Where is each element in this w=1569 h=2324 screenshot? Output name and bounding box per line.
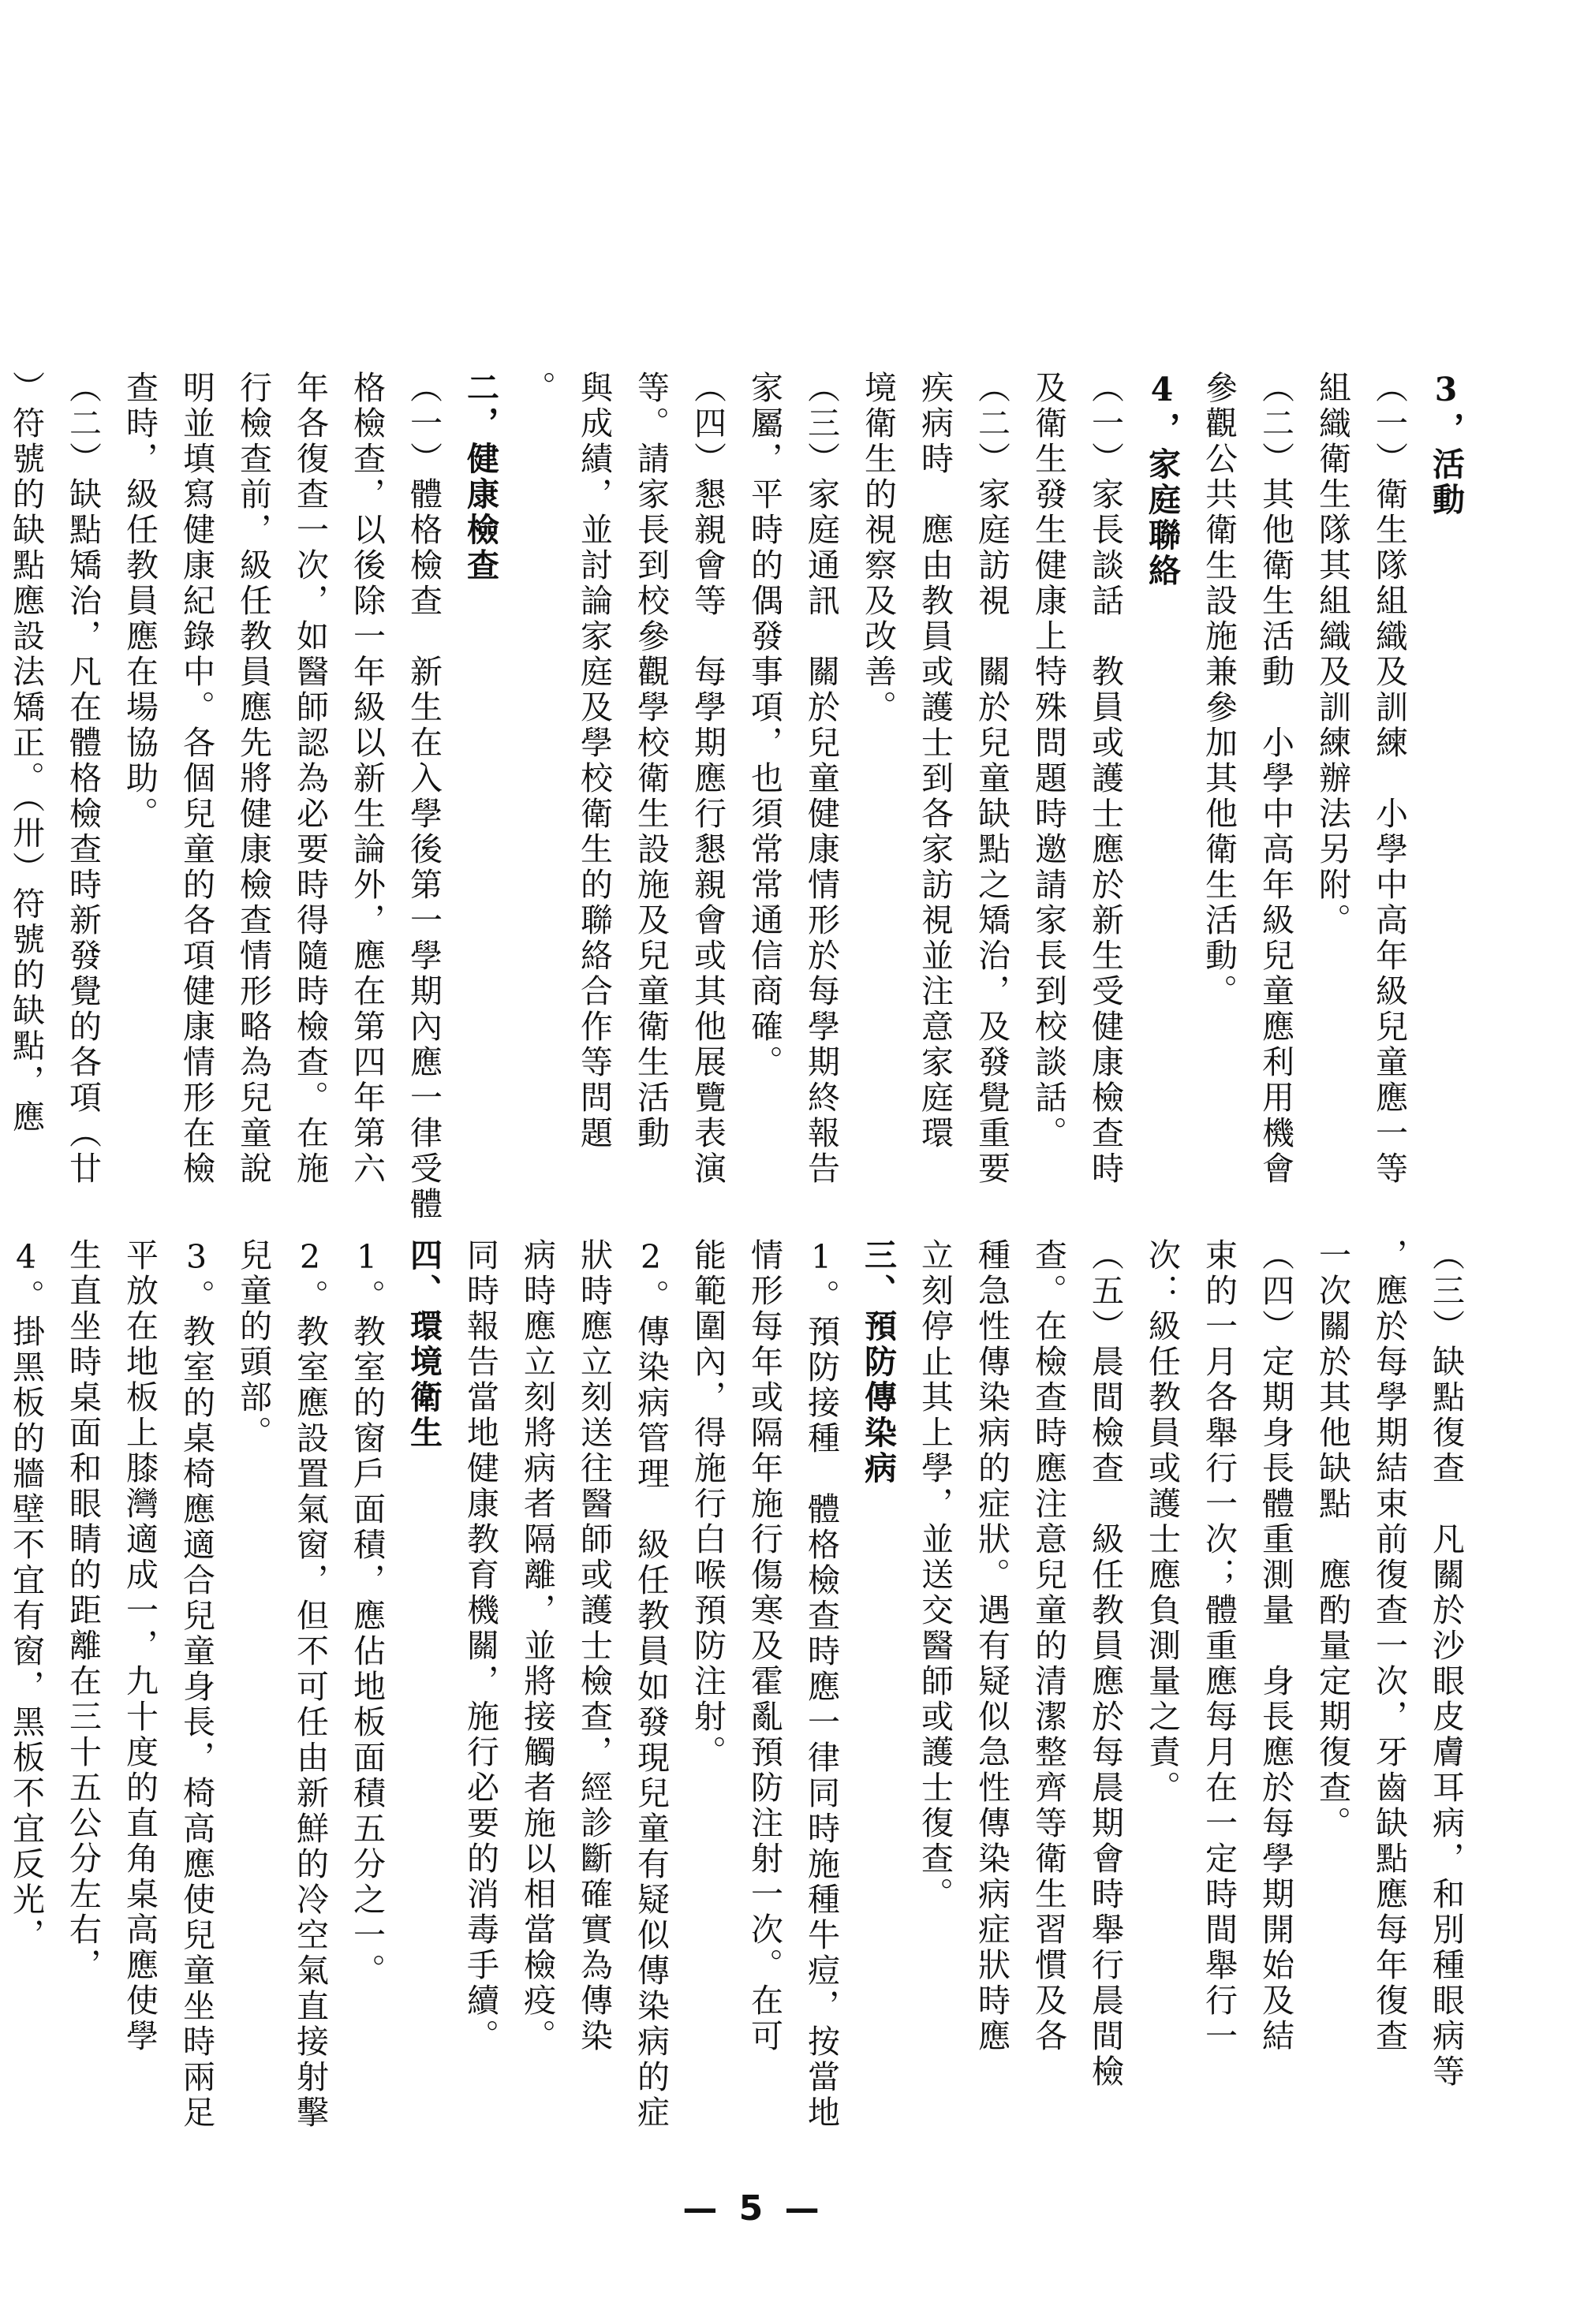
text-column: ）符號的缺點應設法矯正。（卅）符號的缺點，應 [7, 371, 45, 1136]
text-column: （三）家庭通訊 關於兒童健康情形於每學期終報告 [802, 371, 840, 1187]
text-column: 情形每年或隔年施行傷寒及霍亂預防注射一次。在可 [745, 1238, 783, 2054]
text-column: 組織衛生隊其組織及訓練辦法另附。 [1313, 371, 1351, 938]
text-column: 參觀公共衛生設施兼參加其他衛生活動。 [1200, 371, 1238, 1009]
text-column: （四）定期身長體重測量 身長應於每學期開始及結 [1257, 1238, 1294, 2054]
text-column: 束的一月各舉行一次；體重應每月在一定時間舉行一 [1200, 1238, 1238, 2054]
text-column: 病時應立刻將病者隔離，並將接觸者施以相當檢疫。 [518, 1238, 556, 2054]
page-number: — 5 — [682, 2188, 824, 2229]
text-column: 等。請家長到校參觀學校衛生設施及兒童衛生活動 [632, 371, 670, 1151]
text-column: 行檢查前，級任教員應先將健康檢查情形略為兒童說 [234, 371, 272, 1187]
text-column: 平放在地板上膝灣適成一，九十度的直角桌高應使學 [121, 1238, 159, 2054]
text-column: （一）家長談話 教員或護士應於新生受健康檢查時 [1086, 371, 1124, 1187]
text-column: 家屬，平時的偶發事項，也須常常通信商確。 [745, 371, 783, 1080]
text-column: 生直坐時桌面和眼睛的距離在三十五公分左右， [64, 1238, 102, 1983]
text-column: 種急性傳染病的症狀。遇有疑似急性傳染病症狀時應 [973, 1238, 1011, 2054]
text-column: 4。掛黑板的牆壁不宜有窗，黑板不宜反光， [7, 1238, 45, 1953]
text-column: 年各復查一次，如醫師認為必要時得隨時檢查。在施 [291, 371, 329, 1187]
text-column: 1。教室的窗戶面積，應佔地板面積五分之一。 [348, 1238, 386, 1989]
section-heading: 4，家庭聯絡 [1143, 371, 1181, 589]
text-column: （一）體格檢查 新生在入學後第一學期內應一律受體 [405, 371, 443, 1222]
text-column: 次：級任教員或護士應負測量之責。 [1143, 1238, 1181, 1806]
text-column: 3。教室的桌椅應適合兒童身長，椅高應使兒童坐時兩足 [177, 1238, 215, 2131]
text-column: 能範圍內，得施行白喉預防注射。 [689, 1238, 727, 1770]
text-column: 查時，級任教員應在場協助。 [121, 371, 159, 832]
text-column: 疾病時 應由教員或護士到各家訪視並注意家庭環 [916, 371, 954, 1151]
lower-text-block [0, 1238, 1474, 2192]
text-column: 2。傳染病管理 級任教員如發現兒童有疑似傳染病的症 [632, 1238, 670, 2131]
section-heading: 3，活動 [1427, 371, 1465, 518]
text-column: （二）家庭訪視 關於兒童缺點之矯治，及發覺重要 [973, 371, 1011, 1187]
text-column: （五）晨間檢查 級任教員應於每晨期會時舉行晨間檢 [1086, 1238, 1124, 2090]
text-column: 與成績，並討論家庭及學校衛生的聯絡合作等問題 [575, 371, 613, 1151]
text-column: 同時報告當地健康教育機關，施行必要的消毒手續。 [461, 1238, 499, 2054]
text-column: （一）衛生隊組織及訓練 小學中高年級兒童應一等 [1370, 371, 1408, 1187]
text-column: （三）缺點復查 凡關於沙眼皮膚耳病，和別種眼病等 [1427, 1238, 1465, 2090]
text-column: （二）其他衛生活動 小學中高年級兒童應利用機會 [1257, 371, 1294, 1187]
text-column: ，應於每學期結束前復查一次，牙齒缺點應每年復查 [1370, 1238, 1408, 2054]
text-column: 及衛生發生健康上特殊問題時邀請家長到校談話。 [1029, 371, 1067, 1151]
text-column: 格檢查，以後除一年級以新生論外，應在第四年第六 [348, 371, 386, 1187]
text-column: 立刻停止其上學，並送交醫師或護士復查。 [916, 1238, 954, 1912]
text-column: 境衛生的視察及改善。 [859, 371, 897, 726]
text-column: （二）缺點矯治，凡在體格檢查時新發覺的各項（廿 [64, 371, 102, 1187]
section-heading: 三、預防傳染病 [859, 1238, 897, 1487]
text-column: 。 [518, 371, 556, 406]
text-column: 兒童的頭部。 [234, 1238, 272, 1451]
text-column: 一次關於其他缺點 應酌量定期復查。 [1313, 1238, 1351, 1841]
text-column: 狀時應立刻送往醫師或護士檢查，經診斷確實為傳染 [575, 1238, 613, 2054]
section-heading: 二，健康檢查 [461, 371, 499, 584]
text-column: （四）懇親會等 每學期應行懇親會或其他展覽表演 [689, 371, 727, 1187]
section-heading: 四、環境衛生 [405, 1238, 443, 1451]
text-column: 明並填寫健康紀錄中。各個兒童的各項健康情形在檢 [177, 371, 215, 1187]
text-column: 2。教室應設置氣窗，但不可任由新鮮的冷空氣直接射擊 [291, 1238, 329, 2131]
text-column: 查。在檢查時應注意兒童的清潔整齊等衛生習慣及各 [1029, 1238, 1067, 2054]
text-column: 1。預防接種 體格檢查時應一律同時施種牛痘，按當地 [802, 1238, 840, 2131]
